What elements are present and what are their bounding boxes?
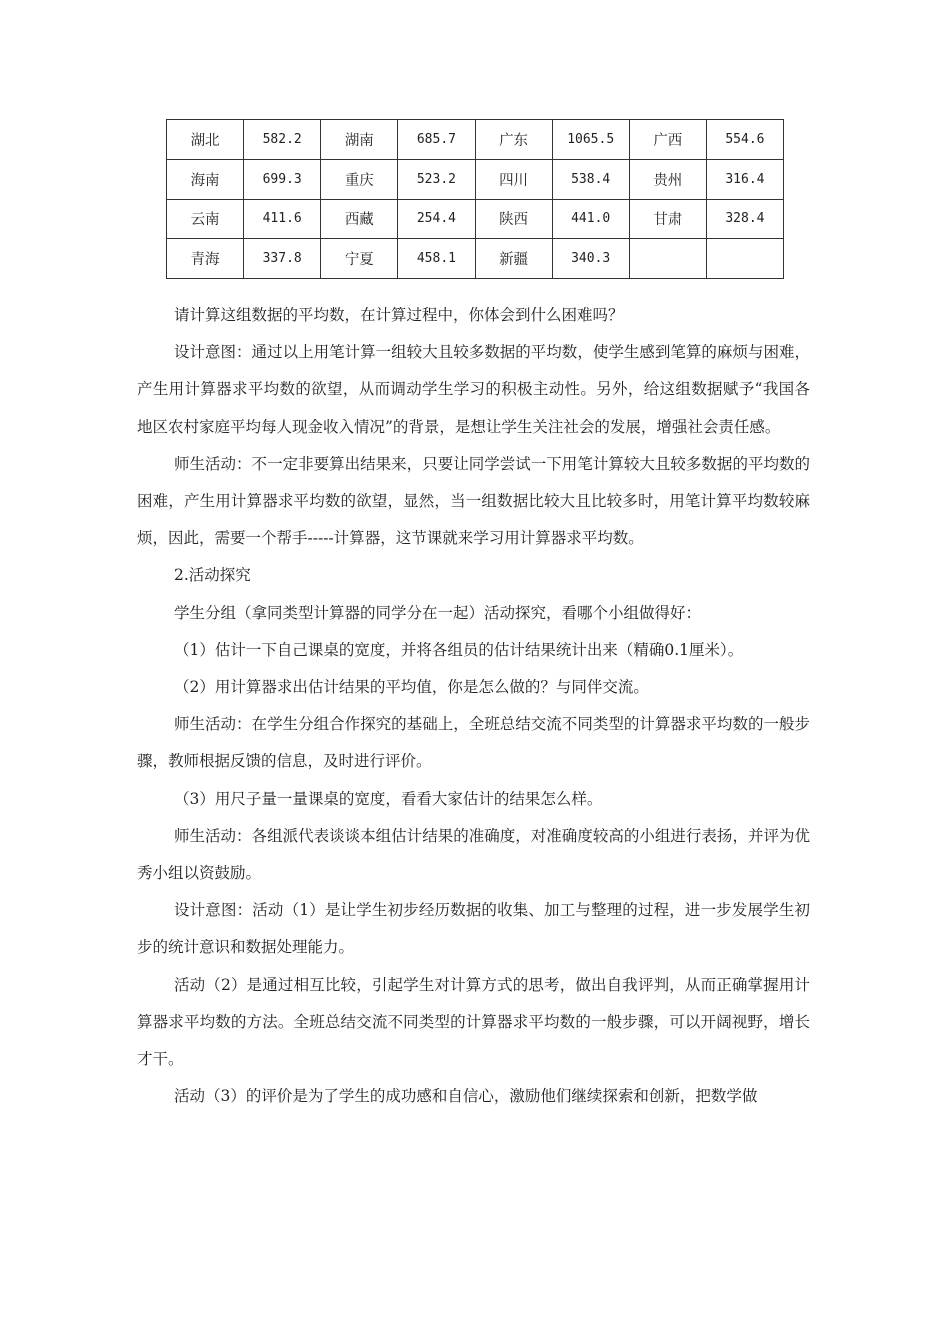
design-intent-paragraph: 设计意图：通过以上用笔计算一组较大且较多数据的平均数，使学生感到笔算的麻烦与困难，产生用计算器求平均数的欲望，从而调动学生学习的积极主动性。另外，给这组数据赋予“我国各地区农村家庭平均每人现金收入情况”的背景，是想让学生关注社会的发展，增强社会责任感。: [137, 343, 810, 436]
region-cell: 新疆: [475, 239, 552, 279]
body-text: [137, 297, 810, 1115]
region-cell: 陕西: [475, 199, 552, 239]
teacher-student-activity-paragraph: 师生活动：在学生分组合作探究的基础上，全班总结交流不同类型的计算器求平均数的一般步骤，教师根据反馈的信息，及时进行评价。: [137, 715, 810, 771]
section-heading: 2.活动探究: [174, 566, 251, 585]
region-cell: 西藏: [321, 199, 398, 239]
value-cell: 441.0: [552, 199, 629, 239]
value-cell: 337.8: [244, 239, 321, 279]
region-cell: 广东: [475, 120, 552, 160]
region-cell: 海南: [167, 159, 244, 199]
teacher-student-activity-paragraph: 师生活动：各组派代表谈谈本组估计结果的准确度，对准确度较高的小组进行表扬，并评为优秀小组以资鼓励。: [137, 826, 810, 883]
table-row: [167, 199, 784, 239]
activity-item-2: （2）用计算器求出估计结果的平均值，你是怎么做的？与同伴交流。: [174, 678, 649, 697]
activity-item-3: （3）用尺子量一量课桌的宽度，看看大家估计的结果怎么样。: [174, 789, 603, 808]
region-cell: 青海: [167, 239, 244, 279]
question-paragraph: 请计算这组数据的平均数，在计算过程中，你体会到什么困难吗？: [174, 306, 624, 324]
activity-2-paragraph: 活动（2）是通过相互比较，引起学生对计算方式的思考，做出自我评判，从而正确掌握用计算器求平均数的方法。全班总结交流不同类型的计算器求平均数的一般步骤，可以开阔视野，增长才干。: [137, 975, 810, 1069]
region-cell: 重庆: [321, 159, 398, 199]
value-cell: 458.1: [398, 239, 475, 279]
value-cell: 523.2: [398, 159, 475, 199]
value-cell: 699.3: [244, 159, 321, 199]
value-cell: 340.3: [552, 239, 629, 279]
group-activity-paragraph: 学生分组（拿同类型计算器的同学分在一起）活动探究，看哪个小组做得好：: [174, 603, 702, 622]
value-cell: 685.7: [398, 120, 475, 160]
activity-item-1: （1）估计一下自己课桌的宽度，并将各组员的估计结果统计出来（精确0.1厘米）。: [174, 640, 744, 659]
design-intent-paragraph: 设计意图：活动（1）是让学生初步经历数据的收集、加工与整理的过程，进一步发展学生初步的统计意识和数据处理能力。: [137, 901, 810, 957]
region-cell: 四川: [475, 159, 552, 199]
region-cell: 宁夏: [321, 239, 398, 279]
table-row: [167, 159, 784, 199]
region-cell: 湖北: [167, 120, 244, 160]
value-cell: 328.4: [706, 199, 783, 239]
value-cell: 411.6: [244, 199, 321, 239]
region-cell: [629, 239, 706, 279]
region-cell: 湖南: [321, 120, 398, 160]
region-cell: 广西: [629, 120, 706, 160]
teacher-student-activity-paragraph: 师生活动：不一定非要算出结果来，只要让同学尝试一下用笔计算较大且较多数据的平均数的困难，产生用计算器求平均数的欲望，显然，当一组数据比较大且比较多时，用笔计算平均数较麻烦，因此，需要一个帮手-----计算器，这节课就来学习用计算器求平均数。: [137, 454, 810, 548]
value-cell: 538.4: [552, 159, 629, 199]
table-row: [167, 120, 784, 160]
value-cell: 554.6: [706, 120, 783, 160]
value-cell: 254.4: [398, 199, 475, 239]
table-row: [167, 239, 784, 279]
value-cell: 316.4: [706, 159, 783, 199]
value-cell: 1065.5: [552, 120, 629, 160]
value-cell: [706, 239, 783, 279]
region-cell: 甘肃: [629, 199, 706, 239]
income-table: [166, 119, 784, 279]
value-cell: 582.2: [244, 120, 321, 160]
activity-3-paragraph: 活动（3）的评价是为了学生的成功感和自信心，激励他们继续探索和创新，把数学做: [174, 1087, 758, 1106]
region-cell: 贵州: [629, 159, 706, 199]
region-cell: 云南: [167, 199, 244, 239]
